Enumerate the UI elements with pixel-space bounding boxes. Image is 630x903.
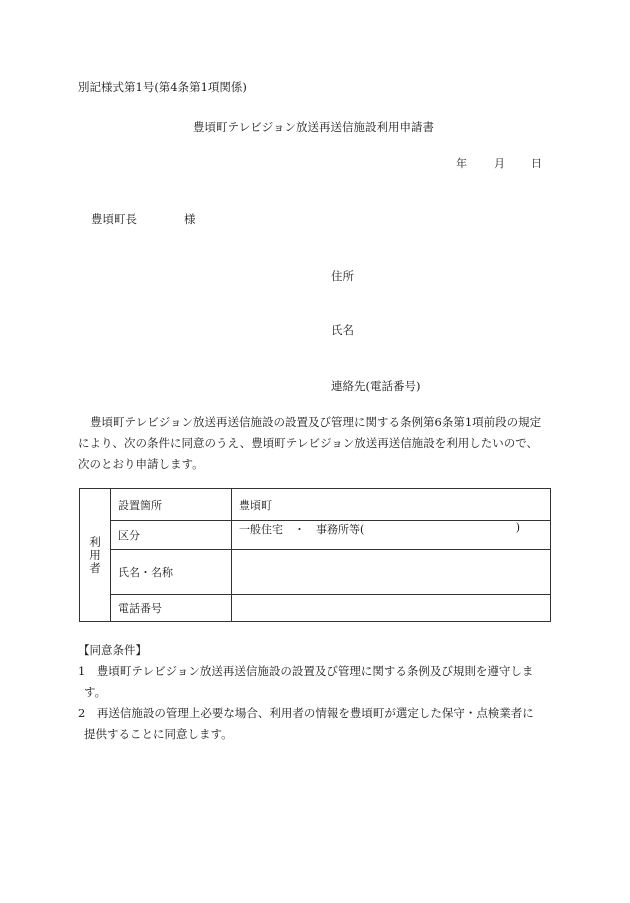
condition-item-cont: す。 [84, 685, 107, 699]
address-label: 住所 [331, 269, 354, 283]
date-month: 月 [494, 157, 505, 170]
form-number: 別記様式第1号(第4条第1項関係) [78, 80, 247, 94]
category-options: 一般住宅 ・ 事務所等( [239, 523, 365, 536]
date-year: 年 [456, 157, 467, 170]
addressee-honorific: 様 [184, 212, 196, 226]
side-char: 用 [89, 547, 101, 562]
name-label: 氏名 [331, 323, 354, 337]
request-line: により、次の条件に同意のうえ、豊頃町テレビジョン放送再送信施設を利用したいので、 [78, 436, 538, 450]
table-row [80, 521, 551, 550]
condition-item: 2 再送信施設の管理上必要な場合、利用者の情報を豊頃町が選定した保守・点検業者に [78, 706, 534, 720]
conditions-heading: 【同意条件】 [78, 643, 147, 657]
side-char: 利 [89, 534, 101, 549]
date-day: 日 [531, 157, 542, 170]
row-value-name[interactable] [232, 550, 551, 595]
side-label [80, 489, 111, 622]
row-value-phone[interactable] [232, 595, 551, 622]
page-title: 豊頃町テレビジョン放送再送信施設利用申請書 [193, 120, 435, 134]
table-row [80, 595, 551, 622]
row-label-category: 区分 [111, 521, 232, 550]
row-label-phone: 電話番号 [111, 595, 232, 622]
request-paragraph [78, 412, 556, 475]
conditions-section [78, 640, 558, 745]
contact-label: 連絡先(電話番号) [331, 379, 421, 393]
addressee-name: 豊頃町長 [91, 212, 137, 226]
row-value-category[interactable] [232, 521, 551, 550]
applicant-table [79, 488, 551, 622]
row-label-name: 氏名・名称 [111, 550, 232, 595]
row-label-location: 設置箇所 [111, 489, 232, 521]
table-row [80, 550, 551, 595]
request-line: 次のとおり申請します。 [78, 457, 204, 471]
category-close-paren: ) [515, 521, 520, 534]
condition-item-cont: 提供することに同意します。 [84, 727, 233, 741]
condition-item: 1 豊頃町テレビジョン放送再送信施設の設置及び管理に関する条例及び規則を遵守しま [78, 664, 534, 678]
request-line: 豊頃町テレビジョン放送再送信施設の設置及び管理に関する条例第6条第1項前段の規定 [90, 415, 542, 429]
side-char: 者 [89, 560, 101, 575]
row-value-location[interactable]: 豊頃町 [232, 489, 551, 521]
table-row [80, 489, 551, 521]
